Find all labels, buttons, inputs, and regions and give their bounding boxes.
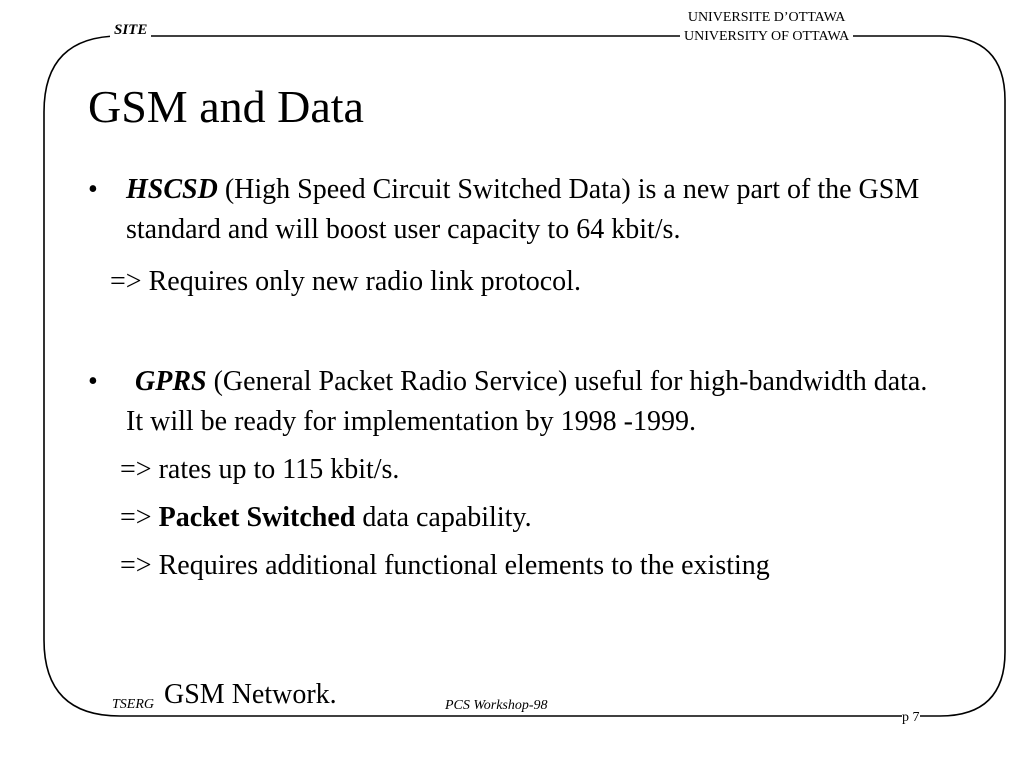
bullet-hscsd	[88, 170, 938, 250]
note-text: Requires additional functional elements to the existing	[151, 550, 770, 581]
footer-center-label: PCS Workshop-98	[445, 698, 548, 713]
note-radio-link	[110, 262, 938, 302]
university-fr: UNIVERSITE D’OTTAWA	[687, 10, 846, 25]
note-text: data capability.	[355, 502, 532, 533]
university-en: UNIVERSITY OF OTTAWA	[684, 29, 850, 44]
bullet-hscsd-text: (High Speed Circuit Switched Data) is a new part of the GSM standard and will boost user capacity to 64 kbit/s.	[126, 174, 920, 245]
note-functional-elements	[120, 546, 938, 586]
bullet-symbol: •	[88, 174, 98, 205]
footer-left-label: TSERG	[112, 697, 154, 712]
note-text: rates up to 115 kbit/s.	[151, 454, 400, 485]
arrow-symbol: =>	[120, 550, 152, 581]
slide-body	[88, 170, 938, 586]
bullet-gprs-text: (General Packet Radio Service) useful for high-bandwidth data. It will be ready for implementation by 1998 -1999.	[126, 366, 928, 437]
note-packet-switched	[120, 498, 938, 538]
arrow-symbol: =>	[120, 502, 152, 533]
note-text: Requires only new radio link protocol.	[141, 266, 581, 297]
term-hscsd: HSCSD	[126, 174, 218, 205]
arrow-symbol: =>	[110, 266, 142, 297]
note-bold-term: Packet Switched	[158, 502, 356, 533]
bullet-symbol: •	[88, 366, 98, 397]
university-label	[680, 8, 853, 46]
slide-title: GSM and Data	[88, 81, 364, 132]
page-number: p 7	[902, 710, 920, 725]
note-continuation: GSM Network.	[162, 675, 349, 715]
spacer	[88, 302, 938, 362]
bullet-gprs	[88, 362, 938, 442]
arrow-symbol: =>	[120, 454, 152, 485]
term-gprs: GPRS	[135, 366, 207, 397]
note-rates	[120, 450, 938, 490]
site-label: SITE	[110, 22, 151, 39]
